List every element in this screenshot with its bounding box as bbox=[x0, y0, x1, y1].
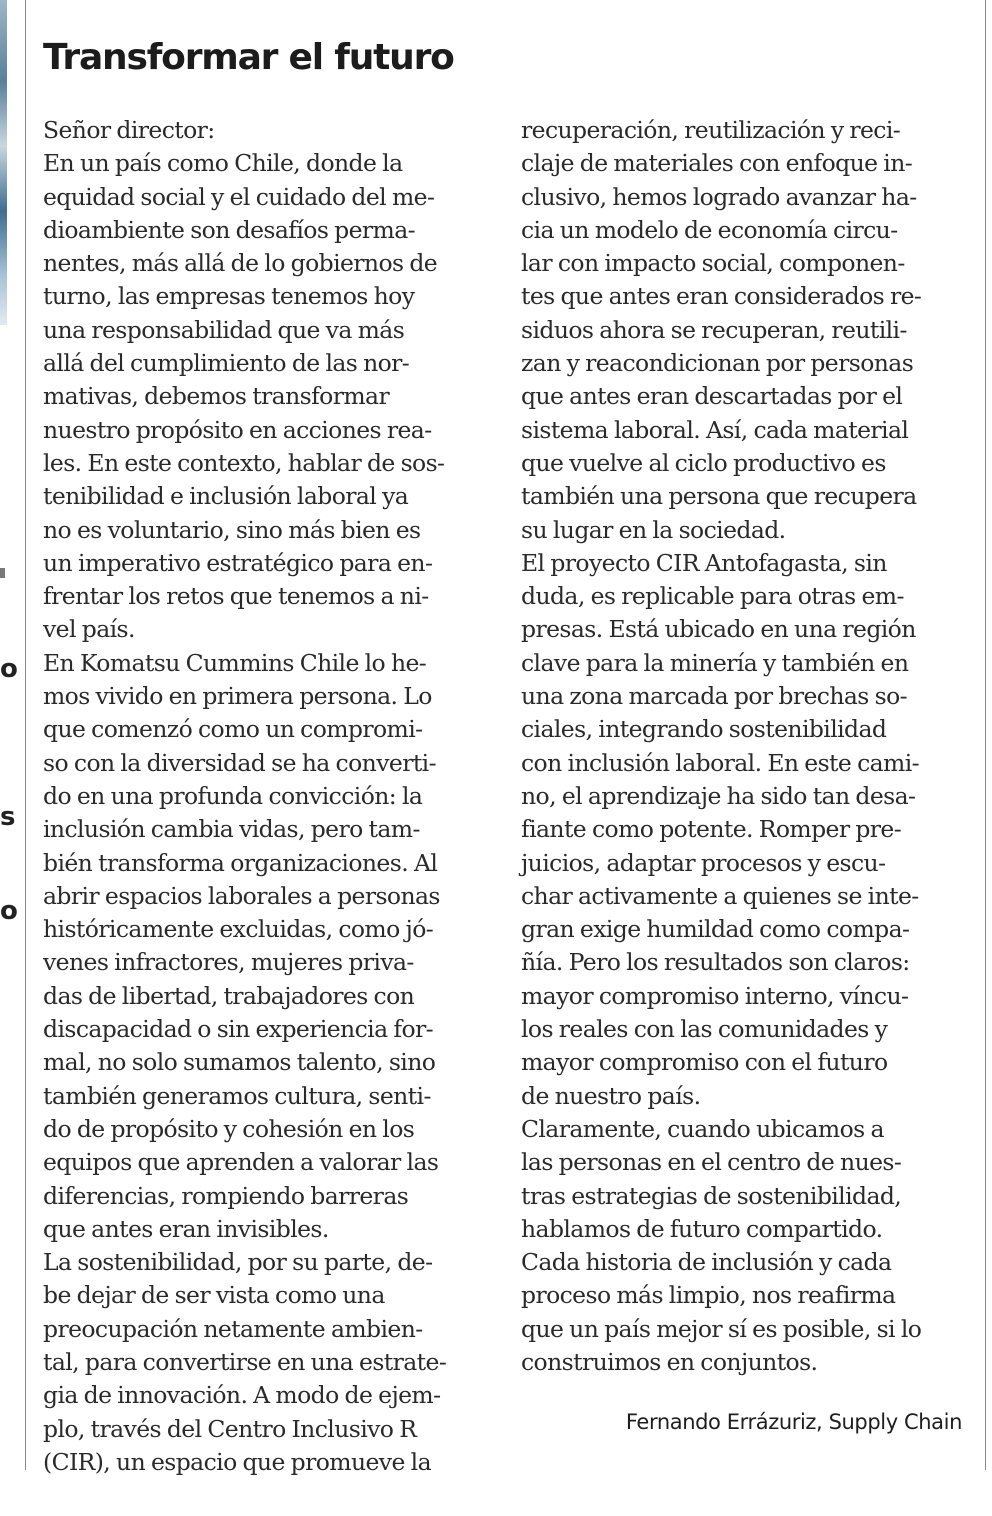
adjacent-article-letter: s bbox=[0, 802, 16, 832]
text-line: fiante como potente. Romper pre- bbox=[521, 815, 902, 844]
adjacent-article-letter: o bbox=[0, 896, 18, 926]
text-line: clusivo, hemos logrado avanzar ha- bbox=[521, 182, 917, 211]
text-line: plo, través del Centro Inclusivo R bbox=[43, 1414, 417, 1443]
text-line: que vuelve al ciclo productivo es bbox=[521, 448, 886, 477]
text-line: discapacidad o sin experiencia for- bbox=[43, 1015, 433, 1044]
text-line: las personas en el centro de nues- bbox=[521, 1148, 902, 1177]
left-text-column bbox=[43, 114, 493, 1479]
text-line: también generamos cultura, senti- bbox=[43, 1081, 431, 1110]
text-line: equipos que aprenden a valorar las bbox=[43, 1148, 439, 1177]
text-line: mayor compromiso interno, víncu- bbox=[521, 981, 909, 1010]
letter-signature: Fernando Errázuriz, Supply Chain bbox=[625, 1410, 962, 1434]
text-line: construimos en conjuntos. bbox=[521, 1347, 818, 1376]
text-line: turno, las empresas tenemos hoy bbox=[43, 282, 415, 311]
adjacent-article-image-fragment bbox=[0, 0, 7, 325]
text-line: lar con impacto social, componen- bbox=[521, 249, 905, 278]
text-line: hablamos de futuro compartido. bbox=[521, 1214, 883, 1243]
text-line: En Komatsu Cummins Chile lo he- bbox=[43, 648, 427, 677]
text-line: con inclusión laboral. En este cami- bbox=[521, 748, 919, 777]
text-line: no es voluntario, sino más bien es bbox=[43, 515, 421, 544]
text-line: ñía. Pero los resultados son claros: bbox=[521, 948, 910, 977]
text-line: que comenzó como un compromi- bbox=[43, 715, 423, 744]
right-column-rule bbox=[985, 0, 986, 1470]
text-line: Cada historia de inclusión y cada bbox=[521, 1248, 892, 1277]
text-line: das de libertad, trabajadores con bbox=[43, 981, 415, 1010]
left-column-rule bbox=[25, 0, 26, 1470]
text-line: siduos ahora se recuperan, reutili- bbox=[521, 315, 907, 344]
text-line: que un país mejor sí es posible, si lo bbox=[521, 1314, 922, 1343]
text-line: que antes eran invisibles. bbox=[43, 1214, 329, 1243]
text-line: recuperación, reutilización y reci- bbox=[521, 116, 901, 144]
text-line: juicios, adaptar procesos y escu- bbox=[521, 848, 886, 877]
text-line: su lugar en la sociedad. bbox=[521, 515, 786, 544]
text-line: mayor compromiso con el futuro bbox=[521, 1048, 888, 1077]
text-line: inclusión cambia vidas, pero tam- bbox=[43, 815, 420, 844]
text-line: El proyecto CIR Antofagasta, sin bbox=[521, 548, 887, 577]
article-headline: Transformar el futuro bbox=[43, 37, 454, 78]
text-line: tenibilidad e inclusión laboral ya bbox=[43, 482, 409, 511]
text-line: Señor director: bbox=[43, 116, 215, 144]
text-line: mos vivido en primera persona. Lo bbox=[43, 682, 432, 711]
text-line: un imperativo estratégico para en- bbox=[43, 548, 433, 577]
text-line: duda, es replicable para otras em- bbox=[521, 582, 904, 611]
text-line: so con la diversidad se ha converti- bbox=[43, 748, 436, 777]
text-line: una zona marcada por brechas so- bbox=[521, 682, 907, 711]
text-line: char activamente a quienes se inte- bbox=[521, 881, 919, 910]
text-line: ciales, integrando sostenibilidad bbox=[521, 715, 887, 744]
text-line: también una persona que recupera bbox=[521, 482, 917, 511]
text-line: zan y reacondicionan por personas bbox=[521, 349, 914, 378]
adjacent-article-letter: o bbox=[0, 654, 18, 684]
text-line: Claramente, cuando ubicamos a bbox=[521, 1114, 884, 1143]
text-line: nuestro propósito en acciones rea- bbox=[43, 415, 432, 444]
text-line: En un país como Chile, donde la bbox=[43, 149, 403, 178]
text-line: vel país. bbox=[43, 615, 135, 644]
text-line: mal, no solo sumamos talento, sino bbox=[43, 1048, 436, 1077]
text-line: históricamente excluidas, como jó- bbox=[43, 915, 434, 944]
text-line: gia de innovación. A modo de ejem- bbox=[43, 1381, 441, 1410]
text-line: claje de materiales con enfoque in- bbox=[521, 149, 913, 178]
text-line: (CIR), un espacio que promueve la bbox=[43, 1447, 431, 1476]
adjacent-article-mark bbox=[0, 568, 5, 578]
text-line: de nuestro país. bbox=[521, 1081, 701, 1110]
text-line: sistema laboral. Así, cada material bbox=[521, 415, 909, 444]
text-line: proceso más limpio, nos reafirma bbox=[521, 1281, 896, 1310]
text-line: preocupación netamente ambien- bbox=[43, 1314, 423, 1343]
text-line: dioambiente son desafíos perma- bbox=[43, 215, 415, 244]
text-line: venes infractores, mujeres priva- bbox=[43, 948, 414, 977]
text-line: diferencias, rompiendo barreras bbox=[43, 1181, 409, 1210]
text-line: allá del cumplimiento de las nor- bbox=[43, 349, 410, 378]
text-line: que antes eran descartadas por el bbox=[521, 382, 903, 411]
text-line: tras estrategias de sostenibilidad, bbox=[521, 1181, 902, 1210]
text-line: be dejar de ser vista como una bbox=[43, 1281, 385, 1310]
text-line: frentar los retos que tenemos a ni- bbox=[43, 582, 429, 611]
text-line: los reales con las comunidades y bbox=[521, 1015, 888, 1044]
right-text-column bbox=[521, 114, 971, 1379]
text-line: equidad social y el cuidado del me- bbox=[43, 182, 435, 211]
text-line: gran exige humildad como compa- bbox=[521, 915, 910, 944]
text-line: bién transforma organizaciones. Al bbox=[43, 848, 438, 877]
text-line: do de propósito y cohesión en los bbox=[43, 1114, 415, 1143]
text-line: no, el aprendizaje ha sido tan desa- bbox=[521, 781, 916, 810]
text-line: tal, para convertirse en una estrate- bbox=[43, 1347, 447, 1376]
text-line: les. En este contexto, hablar de sos- bbox=[43, 448, 445, 477]
text-line: abrir espacios laborales a personas bbox=[43, 881, 440, 910]
text-line: una responsabilidad que va más bbox=[43, 315, 405, 344]
text-line: La sostenibilidad, por su parte, de- bbox=[43, 1248, 433, 1277]
text-line: do en una profunda convicción: la bbox=[43, 781, 423, 810]
text-line: presas. Está ubicado en una región bbox=[521, 615, 916, 644]
text-line: nentes, más allá de lo gobiernos de bbox=[43, 249, 438, 278]
text-line: mativas, debemos transformar bbox=[43, 382, 390, 411]
text-line: cia un modelo de economía circu- bbox=[521, 215, 898, 244]
text-line: clave para la minería y también en bbox=[521, 648, 909, 677]
text-line: tes que antes eran considerados re- bbox=[521, 282, 922, 311]
